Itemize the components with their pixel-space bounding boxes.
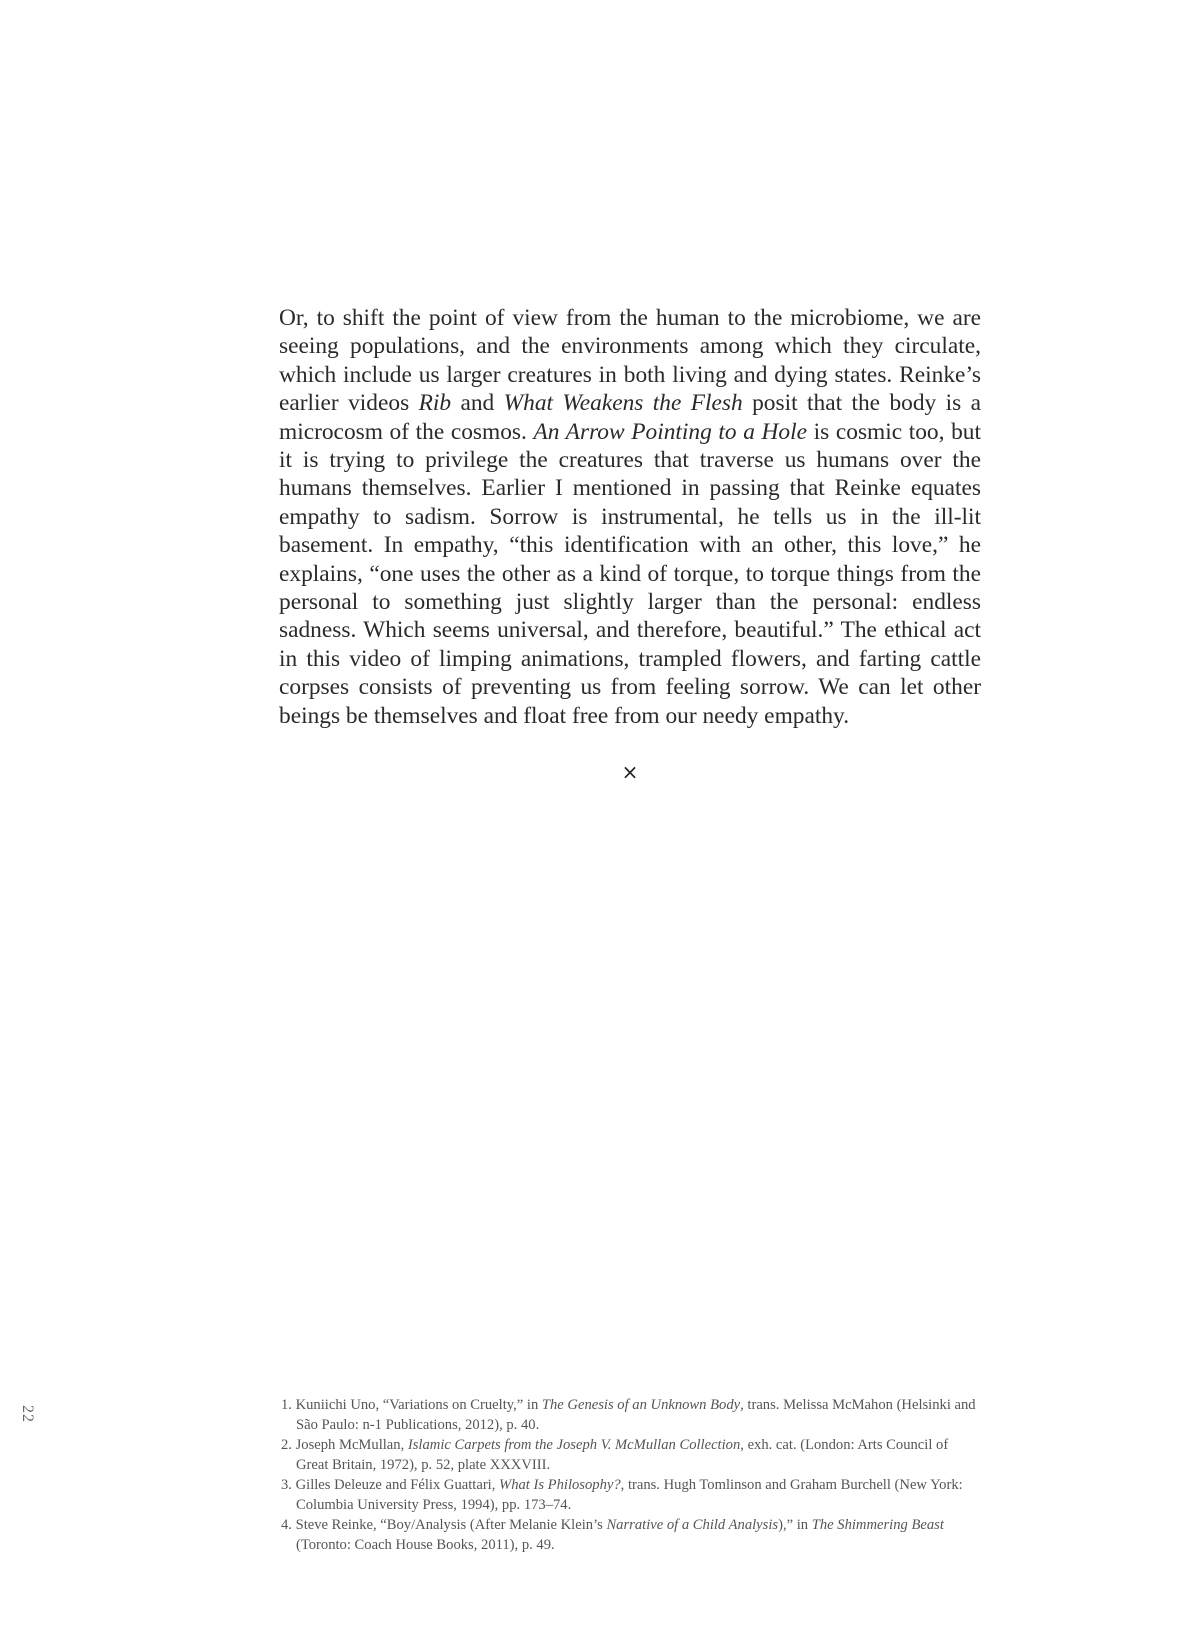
work-title-arrow-pointing: An Arrow Pointing to a Hole [533,418,808,445]
footnotes [281,1395,981,1555]
footnote-text: , trans. Hugh Tomlinson and Graham Burchell (New York: Columbia University Press, 1994), pp. 173–74. [296,1477,963,1513]
section-separator: × [621,760,639,784]
footnote [281,1475,981,1515]
footnote-title: Islamic Carpets from the Joseph V. McMullan Collection [407,1437,741,1453]
footnote-text: ,” in [782,1517,812,1533]
footnote-text: , exh. cat. (London: Arts Council of Great Britain, 1972), p. 52, plate XXXVIII. [296,1437,949,1473]
footnote [281,1395,981,1435]
body-text-run: and [451,390,504,417]
body-paragraph [279,304,981,730]
page-number: 22 [19,1405,36,1423]
body-text-run: is cosmic too, but it is trying to privilege the creatures that traverse us humans over the humans themselves. Earlier I mentioned in passing that Reinke equates empathy to sadism. Sorrow is instrumental, he tells us in the ill-lit basement. In empathy, “this identification with an other, this love,” he explains, “one uses the other as a kind of torque, to torque things from the personal to something just slightly larger than the personal: endless sadness. Which seems universal, and therefore, beautiful.” The ethical act in this video of limping animations, trampled flowers, and farting cattle corpses consists of preventing us from feeling sorrow. We can let other beings be themselves and float free from our needy empathy. [279,418,981,729]
work-title-what-weakens-the-flesh: What Weakens the Flesh [503,390,743,417]
body-text-run: Or, to shift the point of view from the human to the microbiome, we are seeing populations, and the environments among which they circulate, which include us larger creatures in both living and dying states. Reinke’s earlier videos [279,305,981,417]
footnote-text: 2. Joseph McMullan, [281,1437,408,1453]
footnote-text: (Toronto: Coach House Books, 2011), p. 49. [296,1537,555,1553]
footnote-text: 3. Gilles Deleuze and Félix Guattari, [281,1477,500,1493]
footnote-title: The Genesis of an Unknown Body [541,1397,741,1413]
work-title-rib: Rib [418,390,452,417]
footnote [281,1435,981,1475]
body-text-run: posit that the body is a microcosm of the cosmos. [279,390,981,445]
footnote-title: What Is Philosophy? [499,1477,621,1493]
footnote-text: ) [778,1517,783,1533]
footnote-text: , trans. Melissa McMahon (Helsinki and São Paulo: n-1 Publications, 2012), p. 40. [296,1397,976,1433]
footnote-text: 4. Steve Reinke, “Boy/Analysis (After Melanie Klein’s [281,1517,607,1533]
footnote-text: 1. Kuniichi Uno, “Variations on Cruelty,” in [281,1397,542,1413]
footnote-title: Narrative of a Child Analysis [606,1517,779,1533]
footnote-title: The Shimmering Beast [811,1517,944,1533]
footnote [281,1515,981,1555]
